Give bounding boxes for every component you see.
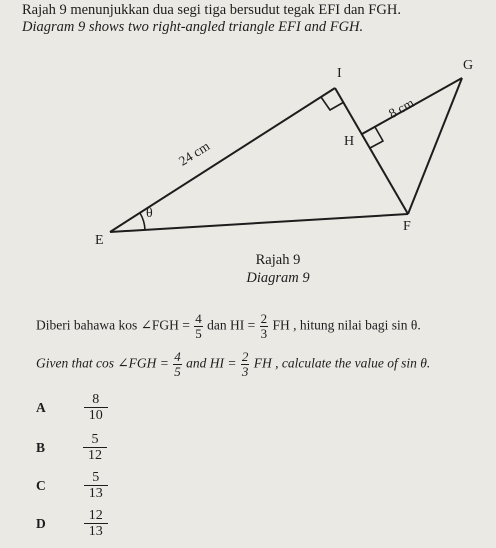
option-D[interactable]: [36, 508, 108, 539]
question-ms-prefix: Diberi bahawa kos ∠FGH =: [36, 317, 190, 333]
question-en-suffix: FH , calculate the value of sin θ.: [253, 355, 431, 371]
question-ms-suffix: FH , hitung nilai bagi sin θ.: [272, 317, 421, 333]
option-C[interactable]: [36, 470, 108, 501]
question-en-frac1: [173, 350, 182, 379]
angle-arc-E: [140, 213, 145, 230]
option-letter: C: [36, 477, 46, 493]
frac-den: 3: [260, 326, 268, 341]
option-B[interactable]: [36, 432, 107, 463]
frac-num: 2: [241, 349, 249, 364]
right-angle-H: [370, 127, 383, 148]
label-G: G: [463, 58, 474, 73]
label-theta: θ: [146, 206, 153, 221]
label-I: I: [337, 66, 342, 81]
frac-den: 12: [83, 447, 107, 463]
option-letter: D: [36, 515, 46, 531]
frac-den: 13: [84, 485, 108, 501]
question-en-mid: and HI =: [186, 355, 237, 371]
option-letter: A: [36, 399, 46, 415]
question-ms-mid: dan HI =: [207, 317, 256, 333]
side-EF: [110, 214, 408, 232]
frac-den: 10: [84, 407, 108, 423]
frac-num: 5: [91, 432, 99, 447]
label-length-EI: 24 cm: [176, 138, 213, 169]
option-fraction: [83, 432, 107, 463]
frac-num: 8: [92, 392, 100, 407]
option-fraction: [84, 508, 108, 539]
caption-ms: Rajah 9: [255, 252, 301, 268]
side-EI: [110, 88, 335, 232]
option-A[interactable]: [36, 392, 108, 423]
label-F: F: [403, 219, 411, 234]
option-fraction: [84, 470, 108, 501]
question-en: [36, 350, 430, 379]
question-ms-frac2: [260, 312, 269, 341]
option-fraction: [84, 392, 108, 423]
frac-den: 3: [241, 364, 249, 379]
label-E: E: [95, 233, 104, 248]
label-length-GH: 8 cm: [386, 95, 417, 122]
question-en-prefix: Given that cos ∠FGH =: [36, 355, 169, 371]
question-ms: [36, 312, 421, 341]
question-ms-frac1: [194, 312, 203, 341]
option-letter: B: [36, 439, 46, 455]
label-H: H: [344, 134, 355, 149]
frac-num: 4: [174, 349, 181, 364]
frac-den: 13: [84, 523, 108, 539]
frac-den: 5: [174, 364, 181, 379]
frac-num: 12: [88, 508, 103, 523]
question-en-frac2: [241, 350, 250, 379]
header-line-ms: Rajah 9 menunjukkan dua segi tiga bersudut tegak EFI dan FGH.: [22, 2, 401, 18]
side-GF: [408, 78, 462, 214]
frac-num: 5: [92, 470, 100, 485]
frac-num: 4: [195, 311, 202, 326]
frac-num: 2: [260, 311, 268, 326]
header-line-en: Diagram 9 shows two right-angled triangle EFI and FGH.: [22, 19, 364, 35]
caption-en: Diagram 9: [246, 270, 310, 286]
frac-den: 5: [195, 326, 202, 341]
